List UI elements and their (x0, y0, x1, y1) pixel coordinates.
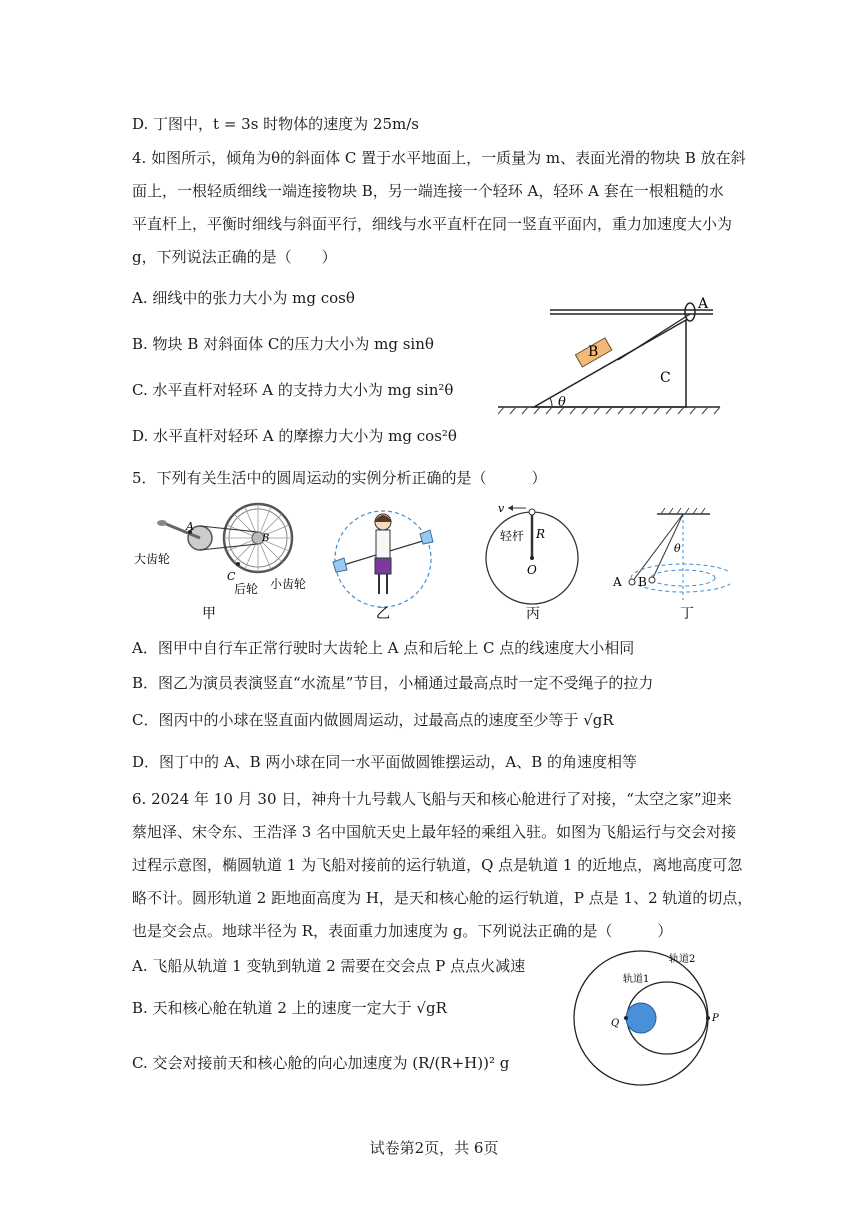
point-q-label: Q (611, 1018, 620, 1029)
orbit-figure (565, 948, 735, 1108)
pendulum-label-a: A (613, 575, 622, 589)
caption-yi: 乙 (376, 606, 390, 622)
q5-stem: 5．下列有关生活中的圆周运动的实例分析正确的是（ ） (132, 469, 547, 487)
incline-body (534, 320, 686, 407)
caption-bing: 丙 (526, 606, 540, 622)
q4-option-c: C. 水平直杆对轻环 A 的支持力大小为 mg sin²θ (132, 381, 454, 399)
rod-label-text: 轻杆 (500, 529, 525, 543)
rod-label-v: v (498, 502, 505, 515)
bike-label-a: A (186, 520, 194, 533)
bicycle-figure (134, 504, 306, 622)
page-footer: 试卷第2页，共 6页 (369, 1139, 499, 1157)
rear-wheel-label: 后轮 (234, 582, 259, 596)
q5-figures (130, 500, 730, 625)
rod-circle-figure (486, 502, 578, 622)
q4-stem-line-4: g，下列说法正确的是（ ） (132, 248, 337, 266)
earth (626, 1003, 656, 1033)
incline-figure (498, 290, 728, 420)
q6-stem-line-1: 6. 2024 年 10 月 30 日，神舟十九号载人飞船与天和核心舱进行了对接，“太空之家”迎来 (132, 790, 732, 808)
water-meteor-figure (333, 511, 433, 622)
caption-jia: 甲 (202, 606, 216, 622)
q6-option-b: B. 天和核心舱在轨道 2 上的速度一定大于 √gR (132, 999, 447, 1017)
big-gear-label: 大齿轮 (134, 552, 171, 566)
ring-a (685, 303, 695, 321)
point-p-label: P (712, 1013, 719, 1024)
orbit2-label: 轨道2 (669, 954, 696, 965)
pendulum-label-theta: θ (674, 542, 681, 555)
label-c: C (660, 370, 671, 386)
q6-option-c: C. 交会对接前天和核心舱的向心加速度为 (R/(R+H))² g (132, 1054, 510, 1072)
q5-option-b: B．图乙为演员表演竖直“水流星”节目，小桶通过最高点时一定不受绳子的拉力 (132, 674, 654, 692)
bike-label-b: B (262, 533, 270, 544)
q5-option-c: C．图丙中的小球在竖直面内做圆周运动，过最高点的速度至少等于 √gR (132, 711, 614, 729)
caption-ding: 丁 (680, 606, 694, 622)
q4-stem-line-3: 平直杆上，平衡时细线与斜面平行，细线与水平直杆在同一竖直平面内，重力加速度大小为 (132, 215, 733, 233)
small-gear-label: 小齿轮 (270, 577, 307, 591)
q5-option-a: A．图甲中自行车正常行驶时大齿轮上 A 点和后轮上 C 点的线速度大小相同 (132, 639, 635, 657)
bike-label-c: C (227, 570, 236, 583)
q4-option-d: D. 水平直杆对轻环 A 的摩擦力大小为 mg cos²θ (132, 427, 457, 445)
conical-pendulum-figure (612, 508, 730, 622)
label-a: A (698, 296, 709, 312)
pendulum-label-b: B (638, 575, 647, 589)
q6-stem-line-4: 略不计。圆形轨道 2 距地面高度为 H，是天和核心舱的运行轨道，P 点是 1、2 轨道的切点， (132, 889, 753, 907)
q4-stem-line-2: 面上，一根轻质细线一端连接物块 B，另一端连接一个轻环 A，轻环 A 套在一根粗糙的水 (132, 182, 724, 200)
theta-label: θ (558, 395, 566, 410)
orbit1-label: 轨道1 (623, 974, 650, 985)
q4-option-b: B. 物块 B 对斜面体 C的压力大小为 mg sinθ (132, 335, 434, 353)
q6-stem-line-5: 也是交会点。地球半径为 R，表面重力加速度为 g。下列说法正确的是（ ） (132, 922, 673, 940)
q6-stem-line-3: 过程示意图，椭圆轨道 1 为飞船对接前的运行轨道，Q 点是轨道 1 的近地点，离地高度可忽 (132, 856, 743, 874)
q3-option-d: D. 丁图中，t = 3s 时物体的速度为 25m/s (132, 115, 420, 133)
rod-label-o: O (527, 563, 537, 577)
q4-option-a: A. 细线中的张力大小为 mg cosθ (132, 289, 355, 307)
q5-option-d: D．图丁中的 A、B 两小球在同一水平面做圆锥摆运动，A、B 的角速度相等 (132, 753, 638, 771)
rod-label-r: R (536, 527, 546, 541)
q6-stem-line-2: 蔡旭泽、宋令东、王浩泽 3 名中国航天史上最年轻的乘组入驻。如图为飞船运行与交会对接 (132, 823, 737, 841)
q4-stem-line-1: 4. 如图所示，倾角为θ的斜面体 C 置于水平地面上，一质量为 m、表面光滑的物块 B 放在斜 (132, 149, 746, 167)
q6-option-a: A. 飞船从轨道 1 变轨到轨道 2 需要在交会点 P 点点火减速 (132, 957, 526, 975)
label-b: B (588, 344, 599, 360)
